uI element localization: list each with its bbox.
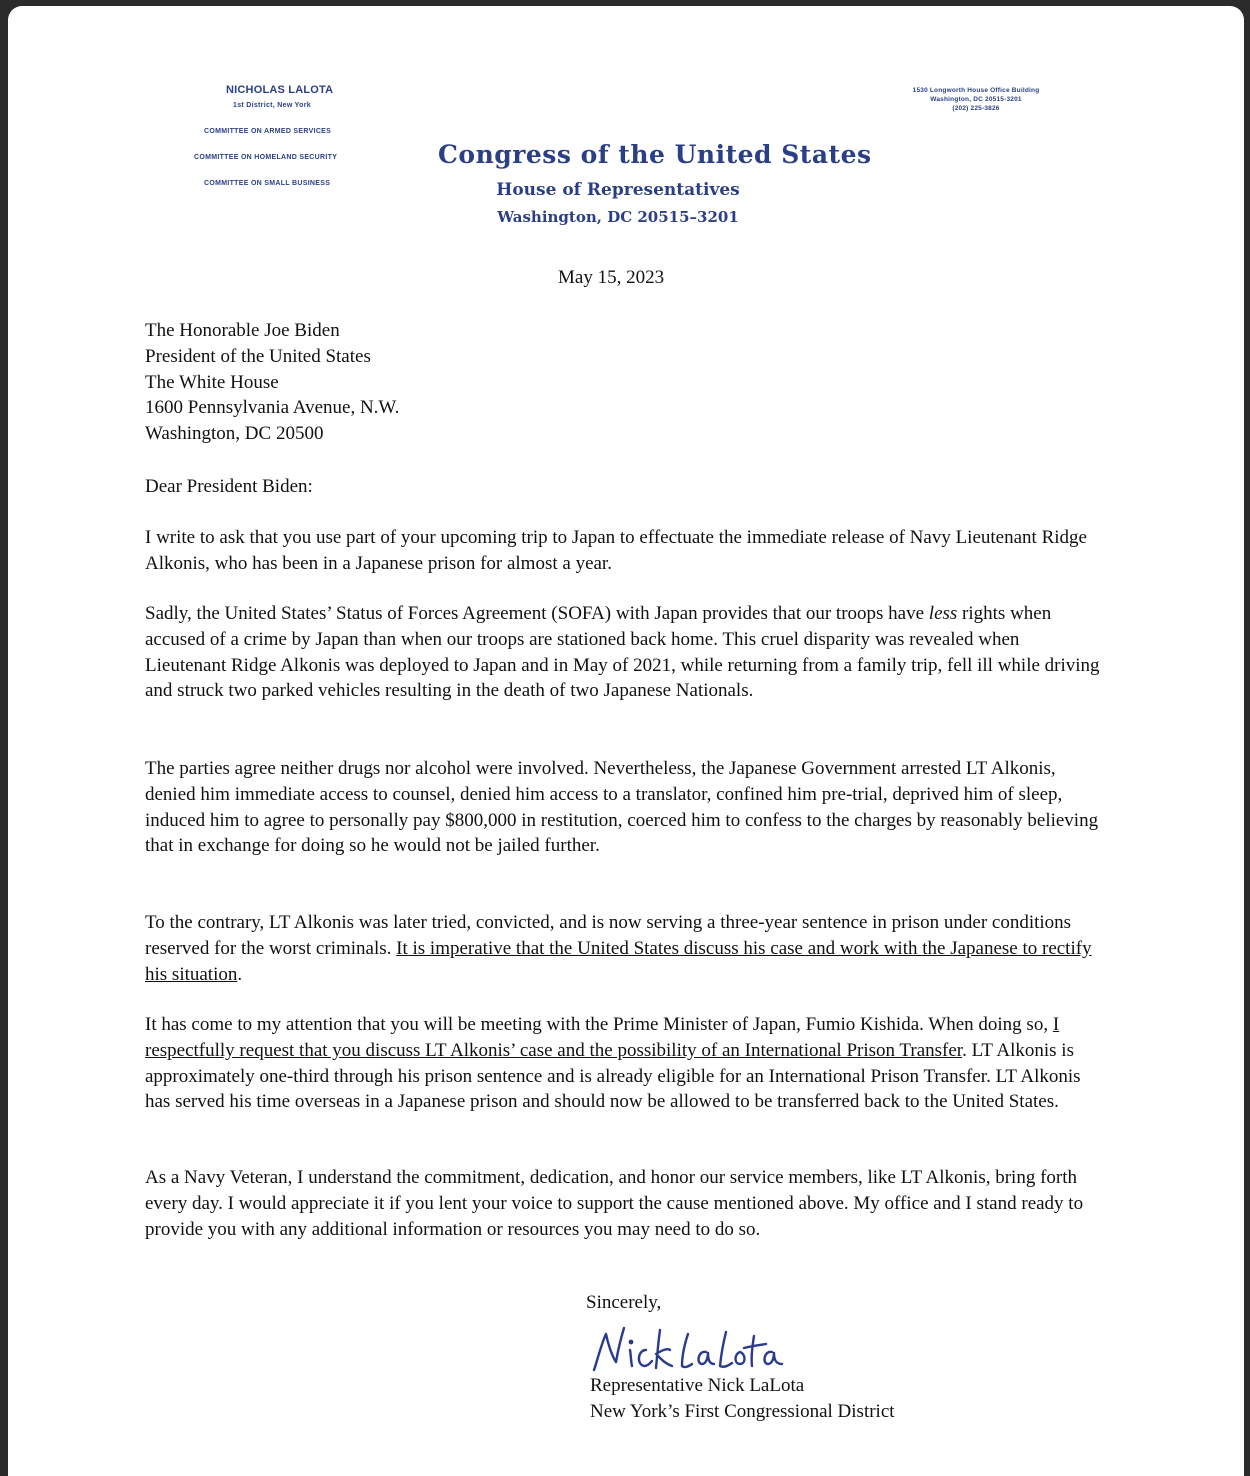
recipient-address	[145, 318, 1105, 447]
recipient-line: 1600 Pennsylvania Avenue, N.W.	[145, 397, 400, 419]
underlined-text: I respectfully request that you discuss LT Alkonis’ case and the possibility of an International Prison Transfer	[145, 1014, 1060, 1061]
office-city: Washington, DC 20515-3201	[930, 96, 1022, 103]
body-paragraph-1: I write to ask that you use part of your upcoming trip to Japan to effectuate the immediate release of Navy Lieutenant Ridge Alkonis, who has been in a Japanese prison for almost a year.	[145, 527, 1087, 574]
paragraph-text: It has come to my attention that you will be meeting with the Prime Minister of Japan, Fumio Kishida. When doing so,	[145, 1014, 1053, 1035]
signer-district: New York’s First Congressional District	[590, 1400, 895, 1422]
house-title: House of Representatives	[496, 180, 740, 200]
signer-block	[590, 1373, 895, 1425]
signer-title: Representative Nick LaLota	[590, 1375, 805, 1396]
committee-homeland-security: COMMITTEE ON HOMELAND SECURITY	[194, 154, 338, 161]
body-paragraph-6: As a Navy Veteran, I understand the commitment, dedication, and honor our service members, like LT Alkonis, bring forth every day. I would appreciate it if you lent your voice to support the cause mentioned above. My office and I stand ready to provide you with any additional information or resources you may need to do so.	[145, 1167, 1084, 1240]
salutation: Dear President Biden:	[145, 476, 313, 497]
paragraph-text: Sadly, the United States’ Status of Forces Agreement (SOFA) with Japan provides that our troops have	[145, 603, 929, 624]
paragraph-text: rights when accused of a crime by Japan than when our troops are stationed back home. This cruel disparity was revealed when Lieutenant Ridge Alkonis was deployed to Japan and in May of 2021, while returning from a family trip, fell ill while driving and struck two parked vehicles resulting in the death of two Japanese Nationals.	[145, 603, 1100, 702]
recipient-line: President of the United States	[145, 345, 371, 367]
body-paragraph-4	[145, 910, 1105, 987]
committee-small-business: COMMITTEE ON SMALL BUSINESS	[204, 180, 331, 187]
recipient-line: Washington, DC 20500	[145, 423, 324, 445]
recipient-line: The White House	[145, 371, 279, 393]
body-paragraph-3: The parties agree neither drugs nor alcohol were involved. Nevertheless, the Japanese Government arrested LT Alkonis, denied him immediate access to counsel, denied him access to a translator, confined him pre-trial, deprived him of sleep, induced him to agree to personally pay $800,000 in restitution, coerced him to confess to the charges by reasonably believing that in exchange for doing so he would not be jailed further.	[145, 758, 1099, 857]
emphasis-text: less	[928, 603, 958, 624]
letter-page	[8, 6, 1244, 1476]
letter-date: May 15, 2023	[558, 267, 665, 288]
congress-title: Congress of the United States	[438, 140, 872, 169]
closing: Sincerely,	[586, 1292, 662, 1313]
office-address	[876, 86, 1076, 113]
committee-armed-services: COMMITTEE ON ARMED SERVICES	[204, 128, 332, 135]
office-building: 1530 Longworth House Office Building	[912, 87, 1040, 94]
recipient-line: The Honorable Joe Biden	[145, 320, 340, 341]
member-district: 1st District, New York	[233, 102, 311, 109]
paragraph-text: . LT Alkonis is approximately one-third through his prison sentence and is already eligible for an International Prison Transfer. LT Alkonis has served his time overseas in a Japanese prison and should now be allowed to be transferred back to the United States.	[145, 1039, 1081, 1113]
office-phone: (202) 225-3826	[952, 105, 1000, 112]
underlined-text: It is imperative that the United States discuss his case and work with the Japanese to rectify his situation	[145, 937, 1092, 985]
paragraph-text: To the contrary, LT Alkonis was later tried, convicted, and is now serving a three-year sentence in prison under conditions reserved for the worst criminals.	[145, 912, 1072, 959]
paragraph-text: .	[237, 963, 243, 985]
letterhead-city-zip: Washington, DC 20515–3201	[497, 208, 739, 226]
body-paragraph-5	[145, 1012, 1105, 1115]
body-paragraph-2	[145, 601, 1105, 704]
member-name: NICHOLAS LALOTA	[226, 84, 334, 96]
